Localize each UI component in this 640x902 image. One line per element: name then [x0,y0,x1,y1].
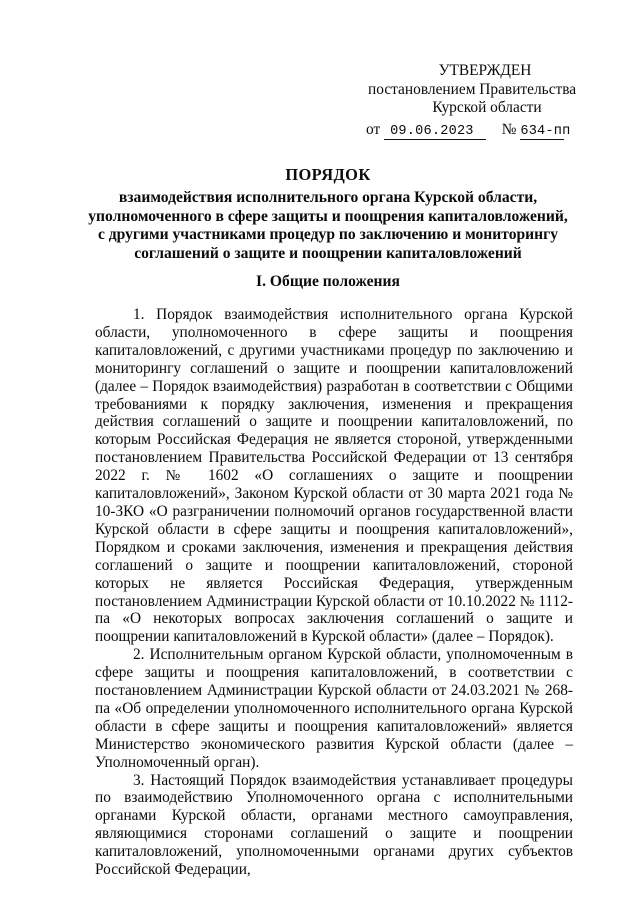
approval-decree: постановлением Правительства [368,80,577,98]
title-heading: ПОРЯДОК [285,165,371,184]
approval-heading: УТВЕРЖДЕН [438,62,532,79]
title-line: взаимодействия исполнительного органа Курской области, [118,188,538,206]
approval-date-line [366,121,596,140]
paragraph: 3. Настоящий Порядок взаимодействия устанавливает процедуры по взаимодействию Уполномоченного органа с исполнительными органами Курской области, органами местного самоуправления, являющимися сторонами соглашений о защите и поощрении капиталовложений, уполномоченными органами других субъектов Российской Федерации, [95,771,573,879]
title-line: уполномоченного в сфере защиты и поощрения капиталовложений, [88,207,568,225]
document-body [95,306,573,879]
date-field [384,123,486,140]
approval-stamp [366,62,596,140]
section-heading: I. Общие положения [256,273,400,290]
number-prefix: № [501,120,517,138]
title-line: соглашений о защите и поощрении капиталовложений [134,245,522,263]
document-title [84,166,572,264]
paragraph: 1. Порядок взаимодействия исполнительного органа Курской области, уполномоченного в сфере защиты и поощрения капиталовложений, с другими участниками процедур по заключению и мониторингу соглашений о защите и поощрении капиталовложений (далее – Порядок взаимодействия) разработан в соответствии с Общими требованиями к порядку заключения, изменения и прекращения действия соглашений о защите и поощрении капиталовложений, по которым Российская Федерация не является стороной, утвержденными постановлением Правительства Российской Федерации от 13 сентября 2022 г. № 1602 «О соглашениях о защите и поощрении капиталовложений», Законом Курской области от 30 марта 2021 года № 10-ЗКО «О разграничении полномочий органов государственной власти Курской области в сфере защиты и поощрения капиталовложений», Порядком и сроками заключения, изменения и прекращения действия соглашений о защите и поощрении капиталовложений, стороной которых не является Российская Федерация, утвержденным постановлением Администрации Курской области от 10.10.2022 № 1112-па «О некоторых вопросах заключения соглашений о защите и поощрении капиталовложений в Курской области» (далее – Порядок). [95,306,573,646]
approval-region: Курской области [432,99,542,116]
approval-number: 634-пп [520,123,571,139]
paragraph: 2. Исполнительным органом Курской области, уполномоченным в сфере защиты и поощрения капиталовложений, в соответствии с постановлением Администрации Курской области от 24.03.2021 № 268-па «Об определении уполномоченного исполнительного органа Курской области в сфере защиты и поощрения капиталовложений» является Министерство экономического развития Курской области (далее – Уполномоченный орган). [95,646,573,771]
number-field [520,123,571,140]
date-prefix: от [366,120,381,138]
approval-date: 09.06.2023 [390,123,474,139]
title-line: с другими участниками процедур по заключению и мониторингу [97,226,559,244]
